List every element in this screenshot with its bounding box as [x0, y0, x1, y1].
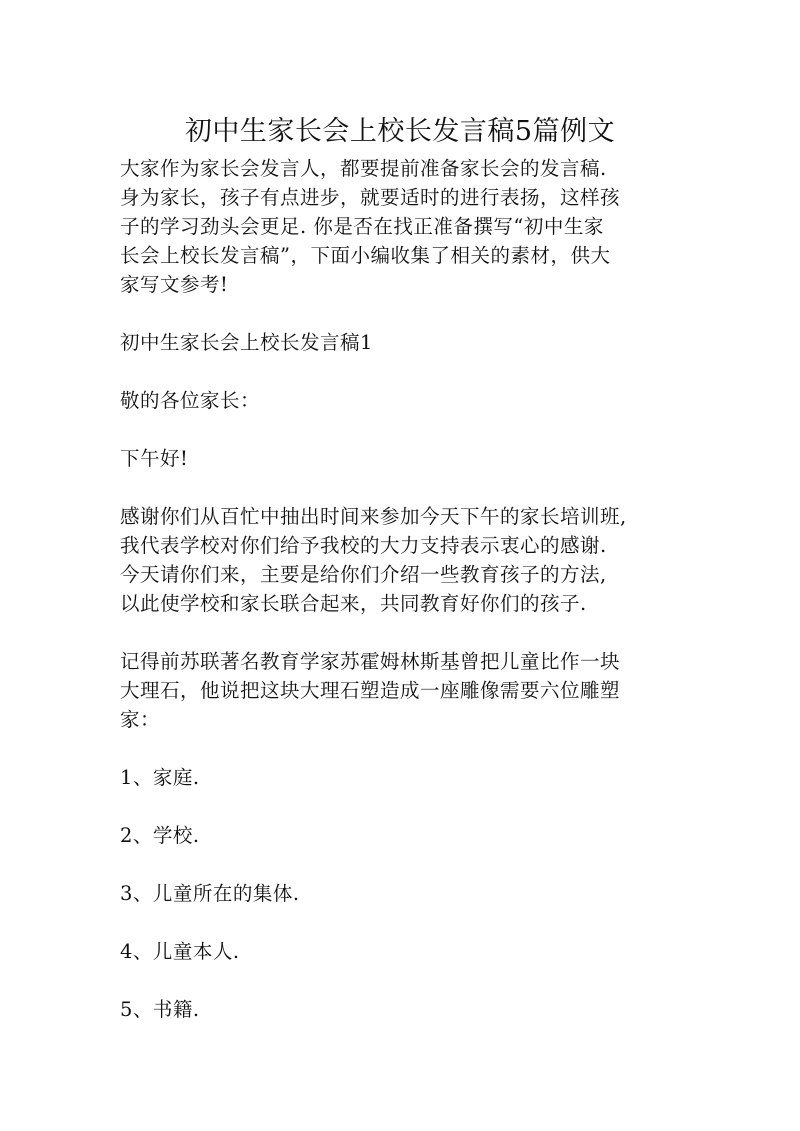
list-item: 4、儿童本人. — [120, 940, 240, 963]
document-title: 初中生家长会上校长发言稿5篇例文 — [184, 116, 616, 147]
salutation: 敬的各位家长： — [120, 389, 261, 412]
body-paragraph-thanks — [120, 502, 680, 618]
list-item: 3、儿童所在的集体. — [120, 882, 300, 905]
paragraph-line: 我代表学校对你们给予我校的大力支持表示衷心的感谢. — [120, 534, 607, 557]
paragraph-line: 今天请你们来，主要是给你们介绍一些教育孩子的方法, — [120, 563, 607, 586]
list-item: 5、书籍. — [120, 998, 200, 1021]
intro-line: 子的学习劲头会更足. 你是否在找正准备撰写“初中生家 — [120, 215, 604, 238]
section-heading: 初中生家长会上校长发言稿1 — [120, 331, 373, 354]
intro-line: 身为家长，孩子有点进步，就要适时的进行表扬，这样孩 — [120, 186, 621, 209]
list-item: 2、学校. — [120, 824, 200, 847]
paragraph-line: 大理石，他说把这块大理石塑造成一座雕像需要六位雕塑 — [120, 679, 621, 702]
intro-line: 家写文参考! — [120, 273, 229, 296]
list-item: 1、家庭. — [120, 766, 200, 789]
paragraph-line: 感谢你们从百忙中抽出时间来参加今天下午的家长培训班, — [120, 505, 627, 528]
intro-line: 长会上校长发言稿”，下面小编收集了相关的素材，供大 — [120, 244, 611, 267]
document-page — [120, 110, 680, 1024]
paragraph-line: 家： — [120, 708, 161, 731]
paragraph-line: 以此使学校和家长联合起来，共同教育好你们的孩子. — [120, 592, 587, 615]
body-paragraph-sculptor — [120, 647, 680, 734]
paragraph-line: 记得前苏联著名教育学家苏霍姆林斯基曾把儿童比作一块 — [120, 650, 621, 673]
intro-line: 大家作为家长会发言人，都要提前准备家长会的发言稿. — [120, 157, 607, 180]
greeting: 下午好! — [120, 447, 189, 470]
intro-paragraph — [120, 154, 680, 299]
